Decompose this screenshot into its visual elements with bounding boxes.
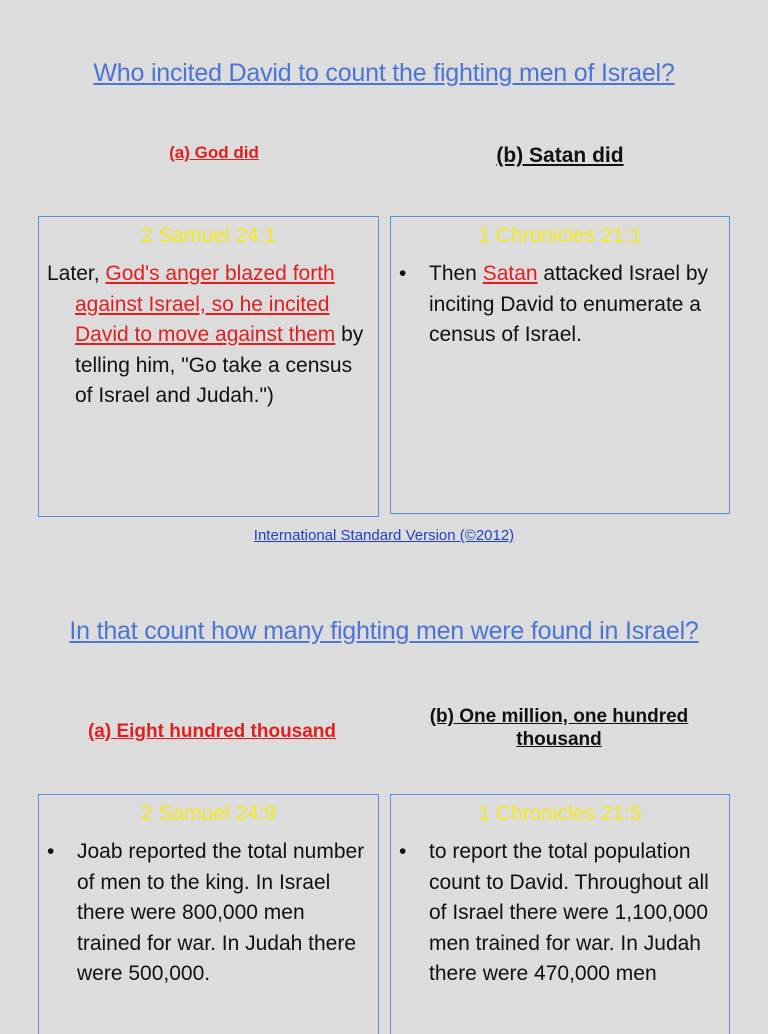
- q2-option-b: (b) One million, one hundred thousand: [429, 706, 689, 750]
- q1-right-lead: Then: [429, 262, 483, 285]
- bullet-icon: •: [399, 262, 407, 285]
- q2-option-a: (a) Eight hundred thousand: [87, 721, 337, 742]
- q1-option-a: (a) God did: [169, 143, 259, 162]
- q1-right-reference: 1 Chronicles 21:1: [478, 224, 642, 247]
- q2-left-reference: 2 Samuel 24:9: [140, 802, 277, 825]
- question-1-title: Who incited David to count the fighting men of Israel?: [93, 59, 675, 87]
- q2-right-text: to report the total population count to David. Throughout all of Israel there were 1,100,000 men trained for war. In Judah there were 470,000 men: [429, 840, 709, 985]
- bullet-icon: •: [47, 840, 55, 863]
- q1-right-highlight: Satan: [482, 262, 538, 285]
- q2-right-reference: 1 Chronicles 21:5: [478, 802, 642, 825]
- q1-left-passage: [47, 259, 368, 412]
- q2-left-text: Joab reported the total number of men to the king. In Israel there were 800,000 men trained for war. In Judah there were 500,000.: [77, 840, 365, 985]
- q1-right-rest: attacked Israel by inciting David to enumerate a census of Israel.: [429, 262, 709, 346]
- question-2-title: In that count how many fighting men were found in Israel?: [69, 617, 699, 645]
- bullet-icon: •: [399, 840, 407, 863]
- q1-option-b: (b) Satan did: [496, 144, 624, 167]
- q1-left-reference: 2 Samuel 24:1: [140, 224, 277, 247]
- q2-left-passage-box: [38, 794, 379, 1034]
- q1-left-rest: by telling him, "Go take a census of Israel and Judah."): [75, 323, 364, 407]
- q1-left-highlight: God's anger blazed forth against Israel, so he incited David to move against them: [75, 262, 336, 346]
- q1-right-text: [429, 259, 719, 351]
- translation-credit-link[interactable]: International Standard Version (©2012): [253, 527, 515, 544]
- q1-right-passage-box: [390, 216, 730, 514]
- q1-right-passage: [399, 259, 719, 351]
- q2-left-passage: [47, 837, 368, 990]
- q1-left-lead: Later,: [47, 262, 106, 285]
- q1-left-passage-box: [38, 216, 379, 517]
- q2-right-passage: [399, 837, 719, 990]
- q2-right-passage-box: [390, 794, 730, 1034]
